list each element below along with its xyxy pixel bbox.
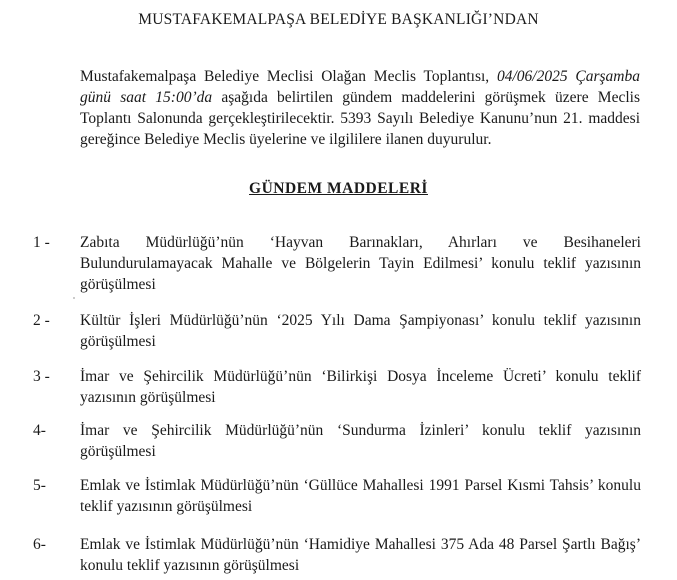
agenda-title: GÜNDEM MADDELERİ	[249, 180, 428, 197]
agenda-item-number: 2 -	[33, 312, 50, 329]
scan-speck	[73, 297, 75, 299]
meeting-date: 04/06/2025 Çarşamba günü saat 15:00’da	[80, 68, 640, 106]
agenda-item-text: Zabıta Müdürlüğü’nün ‘Hayvan Barınakları, Ahırları ve Besihaneleri Bulundurulamayacak Mahalle ve Bölgelerin Tayin Edilmesi’ konulu teklif yazısının görüşülmesi	[80, 234, 641, 293]
agenda-item-number: 6-	[33, 536, 46, 553]
document-header: MUSTAFAKEMALPAŞA BELEDİYE BAŞKANLIĞI’NDAN	[138, 11, 539, 28]
agenda-item-number: 5-	[33, 477, 46, 494]
intro-paragraph	[80, 66, 640, 150]
agenda-item-text: Kültür İşleri Müdürlüğü’nün ‘2025 Yılı Dama Şampiyonası’ konulu teklif yazısının görüşülmesi	[80, 312, 641, 350]
agenda-item-text: Emlak ve İstimlak Müdürlüğü’nün ‘Güllüce Mahallesi 1991 Parsel Kısmi Tahsis’ konulu teklif yazısının görüşülmesi	[80, 477, 641, 515]
intro-text-part1: Mustafakemalpaşa Belediye Meclisi Olağan Meclis Toplantısı,	[80, 68, 497, 85]
agenda-item-number: 4-	[33, 422, 46, 439]
agenda-item-number: 1 -	[33, 234, 50, 251]
intro-text-part2: aşağıda belirtilen gündem maddelerini görüşmek üzere Meclis Toplantı Salonunda gerçekleştirilecektir. 5393 Sayılı Belediye Kanunu’nun 21. maddesi gereğince Belediye Meclis üyelerine ve ilgililere ilanen duyurulur.	[80, 89, 640, 148]
agenda-item-text: İmar ve Şehircilik Müdürlüğü’nün ‘Sundurma İzinleri’ konulu teklif yazısının görüşülmesi	[80, 422, 641, 460]
agenda-item-number: 3 -	[33, 368, 50, 385]
agenda-item-text: İmar ve Şehircilik Müdürlüğü’nün ‘Bilirkişi Dosya İnceleme Ücreti’ konulu teklif yazısının görüşülmesi	[80, 368, 641, 406]
agenda-item-text: Emlak ve İstimlak Müdürlüğü’nün ‘Hamidiye Mahallesi 375 Ada 48 Parsel Şartlı Bağış’ konulu teklif yazısının görüşülmesi	[80, 536, 641, 574]
